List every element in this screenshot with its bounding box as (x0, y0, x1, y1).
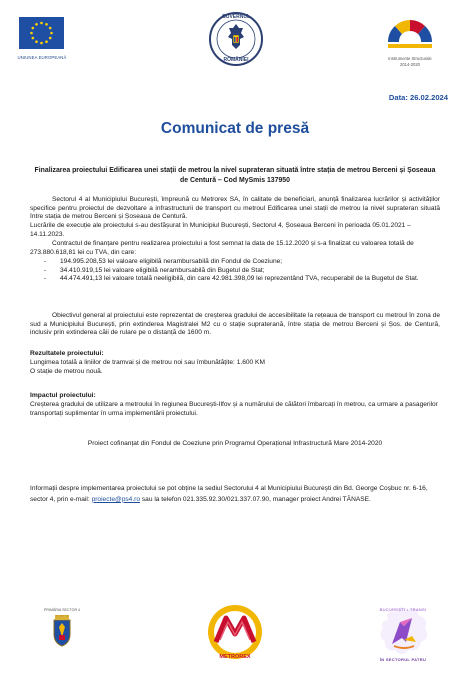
sector4-crest-logo (50, 614, 74, 648)
impact-heading: Impactul proiectului: (30, 392, 96, 399)
paragraph-period: Lucrările de execuție ale proiectului s-au desfășurat în Municipiul București, Sectorul 4, Șoseaua Berceni în perioada 05.01.2021 – 14.11.2023. (30, 222, 411, 238)
bullet-dash: - (44, 258, 47, 265)
project-logo-top-text: BUCUREȘTI • TRANSI (379, 607, 427, 612)
gov-text-bottom: ROMÂNIEI (223, 57, 249, 63)
government-seal-logo (208, 11, 264, 67)
eu-caption: UNIUNEA EUROPEANĂ (17, 55, 67, 60)
bullet-text: 44.474.491,13 lei valoare totală neeligibilă, din care 42.981.398,09 lei reprezentând TVA, recuperabil de la Bugetul de Stat. (60, 275, 419, 282)
impact-text: Creșterea gradului de utilizare a metroului în regiunea București-Ilfov și a numărului de călători îmbarcați în metrou, ca urmare a pasagerilor transportați suplimentar în urma implementării proiectului. (30, 401, 438, 417)
contact-text-start: Informații despre implementarea proiectului se pot obține la sediul Sectorului 4 al Municipiului București din Bd. George Coșbuc nr. 6-16, sector 4, prin e-mail: (30, 485, 428, 503)
email-link[interactable]: proiecte@ps4.ro (91, 495, 141, 503)
results-heading: Rezultatele proiectului: (30, 350, 104, 357)
project-logo (364, 606, 442, 664)
page-title: Comunicat de presă (160, 120, 310, 137)
bullet-text: 34.410.919,15 lei valoare eligibilă nerambursabilă din Bugetul de Stat; (60, 266, 265, 274)
is-caption-line1: Instrumente Structurale (388, 56, 432, 61)
sector4-caption: PRIMĂRIA SECTOR 4 (43, 608, 81, 612)
structural-instruments-logo (380, 12, 440, 58)
eu-flag-logo (19, 17, 64, 49)
document-date: Data: 26.02.2024 (388, 93, 448, 102)
is-caption-line2: 2014-2020 (399, 61, 421, 67)
bullet-dash: - (44, 275, 47, 282)
contact-info (30, 484, 442, 505)
contact-text-end: sau la telefon 021.335.92.30/021.337.07.90, manager proiect Andrei TĂNASE. (140, 495, 371, 503)
cofinancing-note: Proiect cofinanțat din Fondul de Coeziune prin Programul Operațional Infrastructură Mare 2014-2020 (87, 440, 383, 447)
bullet-text: 194.995.208,53 lei valoare eligibilă nerambursabilă din Fondul de Coeziune; (60, 258, 283, 265)
paragraph-intro: Sectorul 4 al Municipiului București, împreună cu Metrorex SA, în calitate de beneficiari, anunță finalizarea lucrărilor și activităților specifice pentru proiectul de dezvoltare a infrastructurii de transport cu metroul Edificarea unei stații de metrou la nivel suprateran situată între stația de metrou Berceni și Șoseaua de Centură. (30, 196, 440, 220)
document-subtitle: Finalizarea proiectului Edificarea unei stații de metrou la nivel suprateran situată între stația de metrou Berceni și Șoseaua de Centură – Cod MySmis 137950 (34, 167, 436, 184)
paragraph-objective: Obiectivul general al proiectului este reprezentat de creșterea gradului de accesibilitate la rețeaua de transport cu metroul în zona de sud a Municipiului București, prin extinderea Magistralei M2 cu o stație supraterană, între stația de metrou Berceni și Șos. de Centură, inclusiv prin extinderea căii de rulare pe o distanță de 1600 m. (30, 312, 440, 336)
bullet-dash: - (44, 266, 47, 274)
results-line-2: O stație de metrou nouă. (30, 368, 103, 375)
paragraph-contract: Contractul de finanțare pentru realizarea proiectului a fost semnat la data de 15.12.2020 și s-a finalizat cu valoarea totală de 273.880.618,81 lei cu TVA, din care: (30, 240, 414, 256)
project-logo-bottom-text: ÎN SECTORUL PATRU (379, 657, 427, 662)
metrorex-logo (202, 602, 268, 666)
structural-instruments-caption (370, 56, 450, 67)
gov-text-top: GUVERNUL (221, 14, 251, 20)
metrorex-text: METROREX (219, 654, 251, 660)
results-line-1: Lungimea totală a liniilor de tramvai și de metrou noi sau îmbunătățite: 1.600 KM (30, 359, 265, 366)
